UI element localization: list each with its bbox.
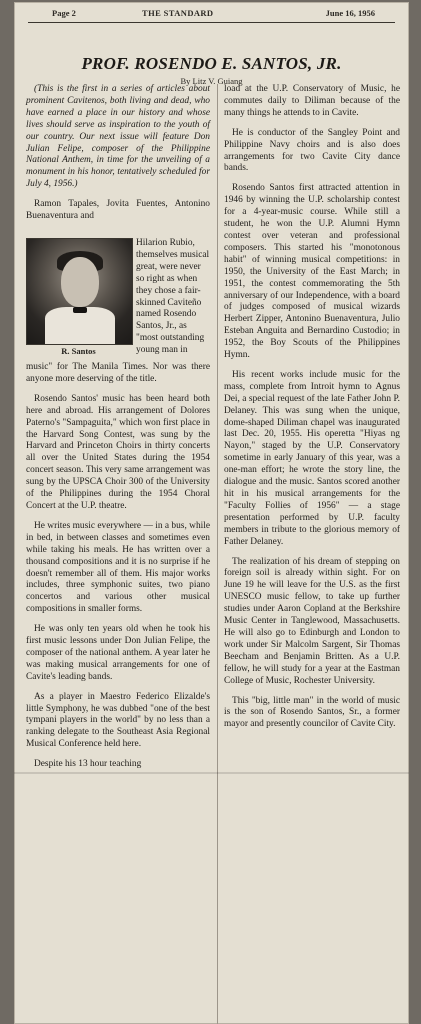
- newspaper-clipping: [14, 2, 409, 1024]
- column-2: [224, 84, 400, 739]
- masthead: [14, 8, 409, 26]
- page-number: Page 2: [52, 8, 76, 18]
- article-byline: By Litz V. Guiang: [180, 76, 243, 86]
- paper-fold: [14, 772, 409, 774]
- bowtie-icon: [73, 307, 87, 313]
- paragraph: He is conductor of the Sangley Point and Philippine Navy choirs and is also does arrangements for two Cavite City dance bands.: [224, 127, 400, 174]
- paragraph: He was only ten years old when he took his first music lessons under Don Julian Felipe, the composer of the national anthem. A year later he was making musical arrangements for one of Cavite's leading bands.: [26, 624, 210, 682]
- column-1: [26, 84, 210, 223]
- photo-face: [61, 257, 99, 307]
- column-1-continued: [26, 362, 210, 779]
- paragraph: This "big, little man" in the world of music is the son of Rosendo Santos, Sr., a former mayor and presently councilor of Cavite City.: [224, 695, 400, 730]
- article-headline: PROF. ROSENDO E. SANTOS, JR.: [81, 54, 342, 73]
- paragraph: load at the U.P. Conservatory of Music, he commutes daily to Diliman because of the many things he attends to in Cavite.: [224, 84, 400, 118]
- editor-note: (This is the first in a series of articles about prominent Cavitenos, both living and dead, who have earned a place in our history and whose lives should serve as inspiration to the youth of our country. Our next issue will feature Don Julian Felipe, composer of the Philippine National Anthem, in time for the unveiling of a monument in his honor, tentatively scheduled for July 4, 1956.): [26, 84, 210, 190]
- paragraph: The realization of his dream of stepping on foreign soil is already within sight. For on June 19 he will leave for the U.S. as the first UNESCO music fellow, to take up further studies under Aaron Copland at the Berkshire Music Center in Tanglewood, Massachusetts. He will also go to Edinburgh and London to work under Sir Malcolm Sargent, Sir Thomas Beecham and Benjamin Britten. As a U.P. fellow, he will study for a year at the Eastman College of Music, Rochester University.: [224, 556, 400, 686]
- paragraph: Rosendo Santos first attracted attention in 1946 by winning the U.P. scholarship contest for a 4-year-music course. While still a student, he won the U.P. Alumni Hymn contest over veteran and professional composers. This started his "monotonous habit" of winning musical competitions: in 1950, the University of the East March; in 1951, the contest commemorating the 5th anniversary of our Independence, with a board of judges composed of musical wizards Herbert Zipper, Antonino Buenaventura, Julio Esteban Anguita and Bernardino Custodio; in 1952, the Boy Scouts of the Philippines Hymn.: [224, 183, 400, 361]
- paragraph: Despite his 13 hour teaching: [34, 759, 142, 770]
- paragraph: Ramon Tapales, Jovita Fuentes, Antonino Buenaventura and: [26, 199, 210, 222]
- paragraph: As a player in Maestro Federico Elizalde's little Symphony, he was dubbed "one of the best tympani players in the world" by no less than a ranking delegate to the Southeast Asia Regional Musical Conference held here.: [26, 691, 210, 750]
- paragraph: Rosendo Santos' music has been heard both here and abroad. His arrangement of Dolores Paterno's "Sampaguita," which won first place in the Harvard Song Contest, was sung by the Harvard and Princeton Choirs in thirty concerts all over the United States during the 1954 concert season. This very same arrangement was sung by the UPSCA Choir 300 of the University of the Philippines during the 1954 Choral Concert at the U.P. theatre.: [26, 393, 210, 511]
- column-divider: [217, 84, 218, 1024]
- paragraph: His recent works include music for the mass, complete from Introit hymn to Agnus Dei, a special request of the late Father John P. Delaney. This was sung when the unique, dome-shaped Diliman chapel was inaugurated last Dec. 20, 1955. His operetta "Hiyas ng Nayon," staged by the U.P. Conservatory sometime in early January of this year, was a one-man effort; he wrote the story line, the dialogue and the music. Santos scored another hit in his musical arrangements for the "Faculty Follies of 1956" — a stage presentation performed by U.P. faculty members in tribute to the glorious memory of Father Delaney.: [224, 369, 400, 547]
- paragraph: music" for The Manila Times. Nor was there anyone more deserving of the title.: [26, 362, 210, 384]
- paragraph: He writes music everywhere — in a bus, while in bed, in between classes and sometimes even while taking his meals. He has written over a thousand compositions and it is no surprise if he doesn't remember all of them. His major works includes, three symphonic suites, two piano concertos and various other musical compositions in smaller forms.: [26, 520, 210, 615]
- photo-wrap-text: Hilarion Rubio, themselves musical great, were never so right as when they chose a fair-skinned Caviteño named Rosendo Santos, Jr., as "most outstanding young man in: [136, 238, 210, 356]
- masthead-rule: [28, 22, 395, 23]
- issue-date: June 16, 1956: [325, 8, 375, 18]
- photo-caption: R. Santos: [61, 346, 96, 356]
- portrait-photo: [26, 238, 133, 345]
- publication-name: THE STANDARD: [142, 8, 214, 18]
